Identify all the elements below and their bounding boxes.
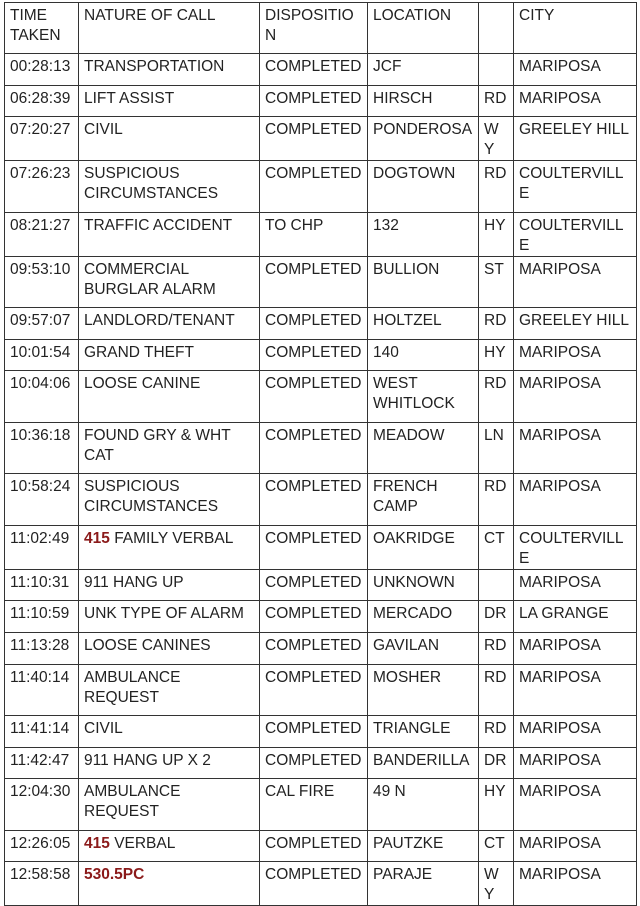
- header-location: LOCATION: [368, 3, 479, 54]
- cell-suffix: ST: [479, 256, 514, 308]
- header-disposition: DISPOSITION: [260, 3, 368, 54]
- header-city: CITY: [514, 3, 637, 54]
- cell-nature: [79, 474, 260, 526]
- nature-text: TRAFFIC ACCIDENT: [84, 216, 233, 234]
- cell-time: 08:21:27: [5, 212, 79, 256]
- cell-time: 07:20:27: [5, 117, 79, 161]
- cell-time: 00:28:13: [5, 54, 79, 86]
- cell-time: 10:36:18: [5, 422, 79, 474]
- cell-suffix: RD: [479, 371, 514, 423]
- cell-nature: [79, 212, 260, 256]
- cell-time: 09:57:07: [5, 308, 79, 340]
- cell-city: GREELEY HILL: [514, 117, 637, 161]
- cell-city: COULTERVILLE: [514, 161, 637, 213]
- cell-nature: [79, 716, 260, 748]
- cell-location: TRIANGLE: [368, 716, 479, 748]
- cell-city: MARIPOSA: [514, 256, 637, 308]
- cell-time: 11:41:14: [5, 716, 79, 748]
- cell-time: 11:42:47: [5, 747, 79, 779]
- cell-location: WEST WHITLOCK: [368, 371, 479, 423]
- cell-time: 11:10:31: [5, 569, 79, 601]
- cell-location: JCF: [368, 54, 479, 86]
- cell-suffix: LN: [479, 422, 514, 474]
- cell-suffix: [479, 54, 514, 86]
- cell-disposition: COMPLETED: [260, 371, 368, 423]
- table-row: [5, 54, 637, 86]
- cell-suffix: CT: [479, 830, 514, 862]
- cell-suffix: HY: [479, 339, 514, 371]
- cell-city: MARIPOSA: [514, 54, 637, 86]
- table-row: [5, 339, 637, 371]
- cell-suffix: RD: [479, 308, 514, 340]
- cell-nature: [79, 308, 260, 340]
- cell-suffix: HY: [479, 779, 514, 831]
- table-row: [5, 862, 637, 906]
- cell-city: MARIPOSA: [514, 474, 637, 526]
- cell-time: 10:04:06: [5, 371, 79, 423]
- cell-time: 06:28:39: [5, 85, 79, 117]
- table-row: [5, 664, 637, 716]
- cell-nature: [79, 525, 260, 569]
- nature-text: CIVIL: [84, 720, 123, 738]
- table-row: [5, 525, 637, 569]
- table-row: [5, 779, 637, 831]
- table-row: [5, 212, 637, 256]
- cell-location: 132: [368, 212, 479, 256]
- cell-suffix: DR: [479, 601, 514, 633]
- cell-city: MARIPOSA: [514, 569, 637, 601]
- cell-nature: [79, 830, 260, 862]
- cell-nature: [79, 54, 260, 86]
- table-row: [5, 256, 637, 308]
- cell-city: MARIPOSA: [514, 633, 637, 665]
- cell-suffix: RD: [479, 474, 514, 526]
- cell-location: UNKNOWN: [368, 569, 479, 601]
- cell-city: LA GRANGE: [514, 601, 637, 633]
- header-time-taken: TIME TAKEN: [5, 3, 79, 54]
- cell-city: MARIPOSA: [514, 716, 637, 748]
- header-suffix: [479, 3, 514, 54]
- cell-time: 12:26:05: [5, 830, 79, 862]
- table-row: [5, 569, 637, 601]
- header-row: [5, 3, 637, 54]
- cell-city: MARIPOSA: [514, 747, 637, 779]
- cell-nature: [79, 161, 260, 213]
- cell-nature: [79, 633, 260, 665]
- nature-text: LOOSE CANINES: [84, 637, 211, 655]
- cell-nature: [79, 371, 260, 423]
- cell-disposition: COMPLETED: [260, 830, 368, 862]
- cell-disposition: COMPLETED: [260, 569, 368, 601]
- cell-suffix: RD: [479, 633, 514, 665]
- table-row: [5, 716, 637, 748]
- nature-text: AMBULANCE REQUEST: [84, 668, 181, 706]
- cell-disposition: COMPLETED: [260, 308, 368, 340]
- cell-city: COULTERVILLE: [514, 525, 637, 569]
- cell-disposition: COMPLETED: [260, 747, 368, 779]
- cell-disposition: COMPLETED: [260, 633, 368, 665]
- nature-text: AMBULANCE REQUEST: [84, 783, 181, 821]
- table-row: [5, 830, 637, 862]
- cell-suffix: CT: [479, 525, 514, 569]
- nature-text: LOOSE CANINE: [84, 375, 201, 393]
- cell-time: 10:58:24: [5, 474, 79, 526]
- nature-text: TRANSPORTATION: [84, 58, 225, 75]
- cell-location: PARAJE: [368, 862, 479, 906]
- cell-time: 09:53:10: [5, 256, 79, 308]
- cell-location: MEADOW: [368, 422, 479, 474]
- nature-text: SUSPICIOUS CIRCUMSTANCES: [84, 478, 219, 516]
- cell-suffix: WY: [479, 117, 514, 161]
- table-row: [5, 633, 637, 665]
- cell-disposition: COMPLETED: [260, 601, 368, 633]
- cell-time: 11:40:14: [5, 664, 79, 716]
- cell-city: COULTERVILLE: [514, 212, 637, 256]
- header-nature-of-call: NATURE OF CALL: [79, 3, 260, 54]
- cell-suffix: DR: [479, 747, 514, 779]
- cell-nature: [79, 601, 260, 633]
- cell-suffix: RD: [479, 664, 514, 716]
- cell-city: MARIPOSA: [514, 422, 637, 474]
- cell-suffix: RD: [479, 161, 514, 213]
- cell-nature: [79, 422, 260, 474]
- cell-time: 12:58:58: [5, 862, 79, 906]
- table-row: [5, 117, 637, 161]
- table-row: [5, 474, 637, 526]
- cell-city: MARIPOSA: [514, 339, 637, 371]
- cell-city: MARIPOSA: [514, 779, 637, 831]
- cell-nature: [79, 747, 260, 779]
- nature-text: GRAND THEFT: [84, 343, 194, 361]
- cell-location: BANDERILLA: [368, 747, 479, 779]
- cell-city: MARIPOSA: [514, 664, 637, 716]
- cell-location: PAUTZKE: [368, 830, 479, 862]
- cell-nature: [79, 117, 260, 161]
- call-code: 415: [84, 834, 110, 852]
- cell-disposition: COMPLETED: [260, 117, 368, 161]
- nature-text: UNK TYPE OF ALARM: [84, 605, 244, 623]
- cell-location: BULLION: [368, 256, 479, 308]
- cell-suffix: HY: [479, 212, 514, 256]
- cell-nature: [79, 256, 260, 308]
- cell-city: GREELEY HILL: [514, 308, 637, 340]
- nature-text: COMMERCIAL BURGLAR ALARM: [84, 260, 216, 298]
- cell-suffix: WY: [479, 862, 514, 906]
- table-row: [5, 308, 637, 340]
- cell-disposition: COMPLETED: [260, 422, 368, 474]
- cell-nature: [79, 339, 260, 371]
- cell-disposition: COMPLETED: [260, 525, 368, 569]
- cell-time: 11:10:59: [5, 601, 79, 633]
- table-row: [5, 601, 637, 633]
- table-row: [5, 371, 637, 423]
- cell-time: 12:04:30: [5, 779, 79, 831]
- cell-city: MARIPOSA: [514, 830, 637, 862]
- cell-suffix: RD: [479, 85, 514, 117]
- cell-location: 49 N: [368, 779, 479, 831]
- cell-location: OAKRIDGE: [368, 525, 479, 569]
- nature-text: 911 HANG UP X 2: [84, 751, 211, 769]
- cell-disposition: COMPLETED: [260, 339, 368, 371]
- cell-nature: [79, 569, 260, 601]
- cell-nature: [79, 85, 260, 117]
- table-row: [5, 747, 637, 779]
- cell-location: DOGTOWN: [368, 161, 479, 213]
- call-code: 530.5PC: [84, 866, 145, 884]
- cell-time: 11:02:49: [5, 525, 79, 569]
- cell-nature: [79, 664, 260, 716]
- cell-city: MARIPOSA: [514, 85, 637, 117]
- nature-text: LANDLORD/TENANT: [84, 312, 235, 330]
- cell-location: GAVILAN: [368, 633, 479, 665]
- table-row: [5, 161, 637, 213]
- cell-location: 140: [368, 339, 479, 371]
- cell-nature: [79, 862, 260, 906]
- cell-location: MERCADO: [368, 601, 479, 633]
- nature-text: LIFT ASSIST: [84, 89, 175, 107]
- nature-text: CIVIL: [84, 121, 123, 139]
- cell-disposition: CAL FIRE: [260, 779, 368, 831]
- cell-city: MARIPOSA: [514, 371, 637, 423]
- cell-disposition: TO CHP: [260, 212, 368, 256]
- cell-disposition: COMPLETED: [260, 54, 368, 86]
- cell-disposition: COMPLETED: [260, 474, 368, 526]
- cell-location: HOLTZEL: [368, 308, 479, 340]
- call-log-table: [4, 2, 637, 906]
- nature-text: FAMILY VERBAL: [114, 529, 234, 547]
- table-row: [5, 422, 637, 474]
- cell-time: 11:13:28: [5, 633, 79, 665]
- nature-text: FOUND GRY & WHT CAT: [84, 426, 231, 464]
- cell-location: FRENCH CAMP: [368, 474, 479, 526]
- cell-disposition: COMPLETED: [260, 716, 368, 748]
- cell-disposition: COMPLETED: [260, 256, 368, 308]
- cell-time: 10:01:54: [5, 339, 79, 371]
- nature-text: SUSPICIOUS CIRCUMSTANCES: [84, 165, 219, 203]
- cell-suffix: [479, 569, 514, 601]
- cell-nature: [79, 779, 260, 831]
- cell-location: MOSHER: [368, 664, 479, 716]
- nature-text: VERBAL: [114, 834, 176, 852]
- cell-location: PONDEROSA: [368, 117, 479, 161]
- table-body: [5, 54, 637, 906]
- cell-disposition: COMPLETED: [260, 664, 368, 716]
- nature-text: 911 HANG UP: [84, 573, 184, 591]
- cell-suffix: RD: [479, 716, 514, 748]
- cell-disposition: COMPLETED: [260, 85, 368, 117]
- cell-disposition: COMPLETED: [260, 161, 368, 213]
- call-code: 415: [84, 529, 110, 547]
- cell-time: 07:26:23: [5, 161, 79, 213]
- cell-disposition: COMPLETED: [260, 862, 368, 906]
- cell-location: HIRSCH: [368, 85, 479, 117]
- cell-city: MARIPOSA: [514, 862, 637, 906]
- table-row: [5, 85, 637, 117]
